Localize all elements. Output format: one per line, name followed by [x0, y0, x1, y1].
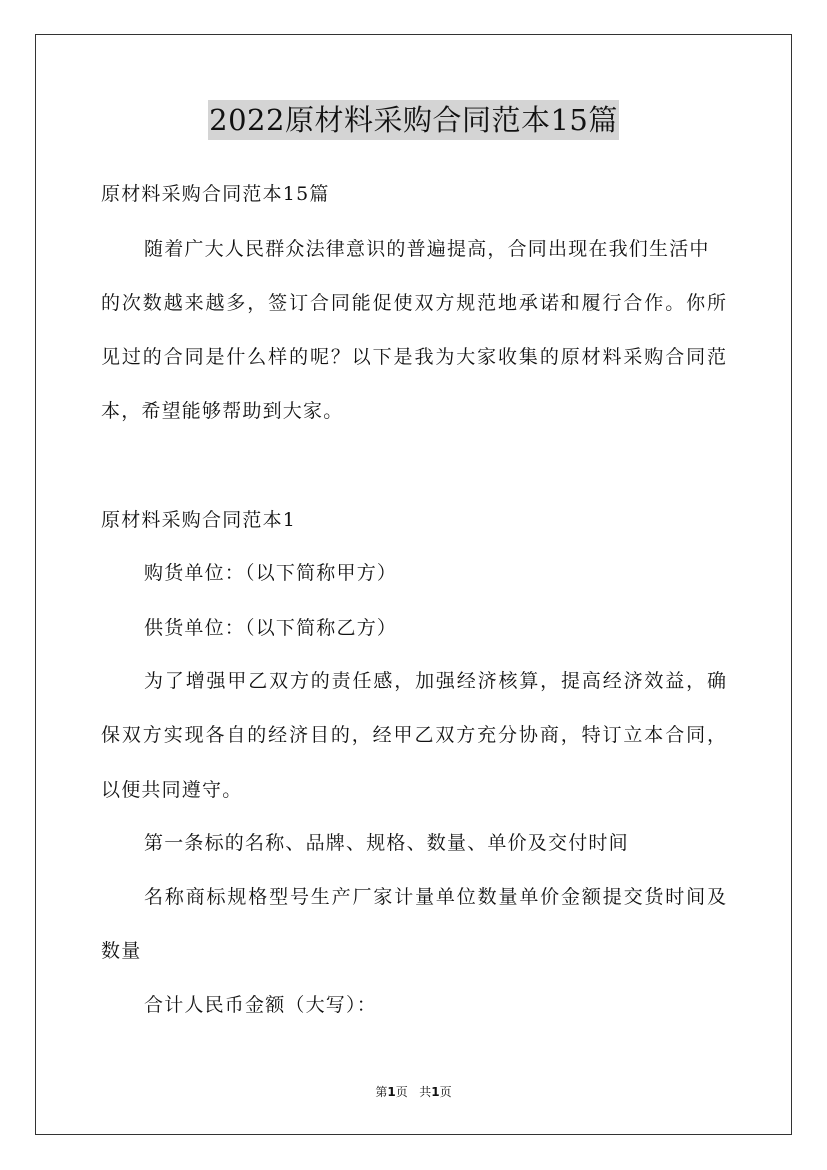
- page-footer: [0, 1084, 827, 1100]
- section-heading: 原材料采购合同范本1: [101, 509, 297, 531]
- intro-line-2: 的次数越来越多，签订合同能促使双方规范地承诺和履行合作。你所: [101, 292, 726, 314]
- footer-total-suffix: 页: [439, 1085, 452, 1099]
- buyer-line: 购货单位：（以下简称甲方）: [144, 562, 398, 584]
- footer-page-prefix: 第: [375, 1085, 388, 1099]
- footer-page-suffix: 页: [395, 1085, 408, 1099]
- columns-line-2: 数量: [101, 940, 142, 962]
- footer-page-number: 1: [387, 1085, 396, 1099]
- total-line: 合计人民币金额（大写）：: [144, 994, 377, 1016]
- footer-total-prefix: 共: [419, 1085, 432, 1099]
- purpose-line-2: 保双方实现各自的经济目的，经甲乙双方充分协商，特订立本合同，: [101, 724, 726, 746]
- purpose-line-3: 以便共同遵守。: [101, 779, 243, 801]
- columns-line-1: 名称商标规格型号生产厂家计量单位数量单价金额提交货时间及: [144, 886, 726, 908]
- footer-total-number: 1: [431, 1085, 440, 1099]
- intro-line-3: 见过的合同是什么样的呢？以下是我为大家收集的原材料采购合同范: [101, 346, 726, 368]
- supplier-line: 供货单位：（以下简称乙方）: [144, 617, 398, 639]
- purpose-line-1: 为了增强甲乙双方的责任感，加强经济核算，提高经济效益，确: [144, 670, 726, 692]
- title-container: [0, 100, 827, 140]
- intro-line-4: 本，希望能够帮助到大家。: [101, 400, 344, 422]
- document-title: 2022原材料采购合同范本15篇: [208, 100, 619, 140]
- document-subtitle: 原材料采购合同范本15篇: [101, 183, 330, 205]
- article-one: 第一条标的名称、品牌、规格、数量、单价及交付时间: [144, 832, 629, 854]
- intro-line-1: 随着广大人民群众法律意识的普遍提高，合同出现在我们生活中: [144, 238, 710, 260]
